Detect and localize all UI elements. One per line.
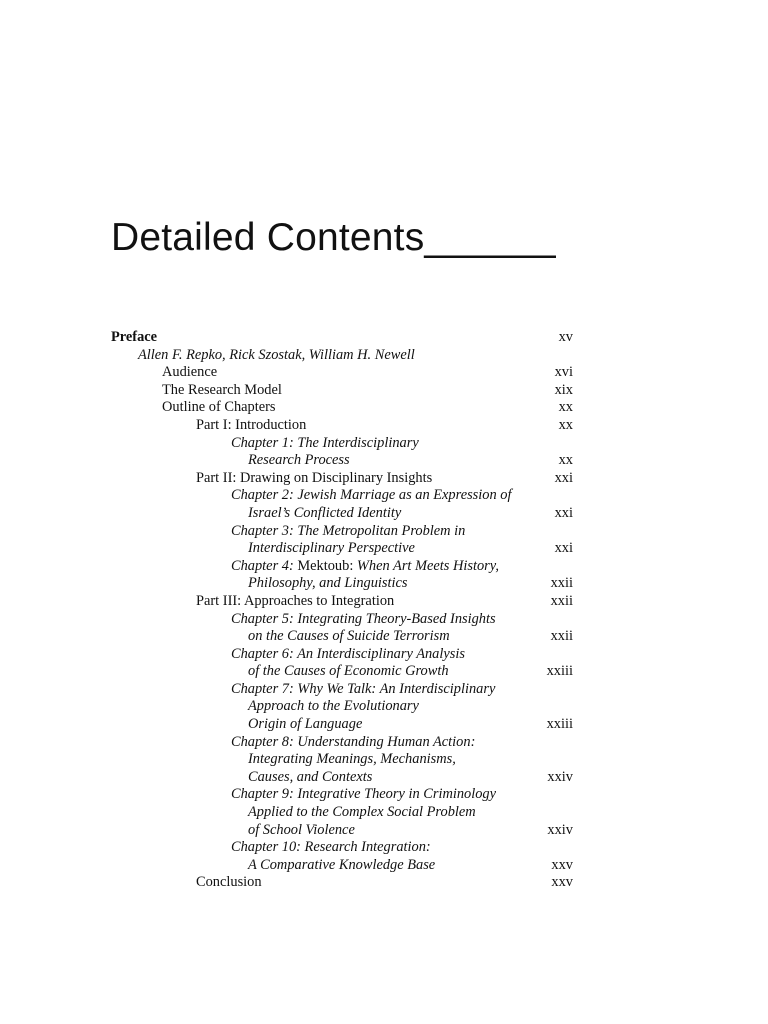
toc-entry xyxy=(111,839,573,857)
toc-entry-label: Part II: Drawing on Disciplinary Insights xyxy=(196,469,433,486)
toc-entry-page: xxii xyxy=(550,575,573,592)
toc-entry-label: Chapter 10: Research Integration: xyxy=(231,839,431,856)
toc-entry-label: A Comparative Knowledge Base xyxy=(248,856,436,873)
toc-entry xyxy=(111,698,573,716)
toc-entry-label: of the Causes of Economic Growth xyxy=(248,663,449,680)
toc-entry-page: xxiii xyxy=(546,663,573,680)
toc-entry-label: of School Violence xyxy=(248,821,355,838)
toc-entry-label: Integrating Meanings, Mechanisms, xyxy=(248,751,456,768)
toc-entry xyxy=(111,663,573,681)
toc-entry-label: Chapter 1: The Interdisciplinary xyxy=(231,434,419,451)
toc-entry xyxy=(111,786,573,804)
toc-entry xyxy=(111,505,573,523)
toc-entry xyxy=(111,751,573,769)
toc-entry-label: on the Causes of Suicide Terrorism xyxy=(248,628,450,645)
toc-entry-label: Israel’s Conflicted Identity xyxy=(248,504,402,521)
toc-entry xyxy=(111,822,573,840)
toc-entry xyxy=(111,382,573,400)
toc-entry-page: xxi xyxy=(554,540,573,557)
toc-entry xyxy=(111,558,573,576)
toc-entry-page: xix xyxy=(554,381,573,398)
toc-entry-page: xxii xyxy=(550,592,573,609)
toc-entry xyxy=(111,681,573,699)
toc-entry-label: Philosophy, and Linguistics xyxy=(248,575,408,592)
toc-entry-page: xx xyxy=(558,416,573,433)
toc-entry xyxy=(111,399,573,417)
toc-entry xyxy=(111,470,573,488)
toc-entry-label: Chapter 7: Why We Talk: An Interdisciplinary xyxy=(231,680,496,697)
toc-entry-label: Chapter 8: Understanding Human Action: xyxy=(231,733,476,750)
toc-entry-label-part: Mektoub: xyxy=(297,557,357,574)
toc-entry xyxy=(111,487,573,505)
toc-entry-page: xxiii xyxy=(546,716,573,733)
toc-entry-label: Research Process xyxy=(248,452,350,469)
toc-entry xyxy=(111,769,573,787)
toc-entry-page: xxii xyxy=(550,628,573,645)
toc-entry xyxy=(111,364,573,382)
toc-entry-label: Conclusion xyxy=(196,874,262,891)
toc-entry-label: Origin of Language xyxy=(248,716,363,733)
toc-entry-label: Preface xyxy=(111,329,158,345)
toc-entry-page: xxiv xyxy=(547,768,573,785)
toc-entry-label: The Research Model xyxy=(162,381,282,398)
table-of-contents xyxy=(111,329,573,892)
toc-entry xyxy=(111,329,573,347)
toc-entry-label-part: Chapter 4: xyxy=(231,557,298,574)
toc-entry xyxy=(111,874,573,892)
toc-entry-page: xxi xyxy=(554,469,573,486)
toc-entry-page: xxv xyxy=(551,856,573,873)
toc-entry xyxy=(111,523,573,541)
toc-entry-page: xx xyxy=(558,452,573,469)
toc-entry-label: Outline of Chapters xyxy=(162,399,276,416)
toc-entry xyxy=(111,417,573,435)
toc-entry xyxy=(111,540,573,558)
toc-entry-label: Interdisciplinary Perspective xyxy=(248,540,415,557)
toc-entry-label: Chapter 2: Jewish Marriage as an Expression of xyxy=(231,487,512,504)
toc-entry xyxy=(111,611,573,629)
toc-entry xyxy=(111,716,573,734)
toc-entry-page: xxi xyxy=(554,504,573,521)
toc-entry-label: Chapter 6: An Interdisciplinary Analysis xyxy=(231,645,465,662)
toc-entry-label xyxy=(111,558,533,576)
page-title: Detailed Contents______ xyxy=(111,216,556,259)
toc-entry-page: xxv xyxy=(551,874,573,891)
toc-entry-label: Applied to the Complex Social Problem xyxy=(248,804,476,821)
toc-entry-label: Chapter 5: Integrating Theory-Based Insights xyxy=(231,610,496,627)
toc-entry xyxy=(111,804,573,822)
toc-entry xyxy=(111,628,573,646)
toc-entry xyxy=(111,593,573,611)
toc-entry xyxy=(111,435,573,453)
toc-entry-page: xxiv xyxy=(547,821,573,838)
toc-entry-label: Part I: Introduction xyxy=(196,416,307,433)
toc-entry xyxy=(111,646,573,664)
toc-entry-label: Chapter 9: Integrative Theory in Criminology xyxy=(231,786,496,803)
toc-entry-label: Part III: Approaches to Integration xyxy=(196,592,395,609)
toc-entry-label: Allen F. Repko, Rick Szostak, William H. Newell xyxy=(138,346,415,363)
toc-entry xyxy=(111,857,573,875)
toc-entry-label: Causes, and Contexts xyxy=(248,768,373,785)
toc-entry-label: Audience xyxy=(162,364,218,381)
toc-entry xyxy=(111,734,573,752)
toc-entry-label: Chapter 3: The Metropolitan Problem in xyxy=(231,522,466,539)
toc-entry-label: Approach to the Evolutionary xyxy=(248,698,419,715)
toc-entry xyxy=(111,575,573,593)
toc-entry-label-part: When Art Meets History, xyxy=(356,557,499,574)
toc-entry xyxy=(111,347,573,365)
toc-entry-page: xvi xyxy=(554,364,573,381)
toc-entry xyxy=(111,452,573,470)
toc-entry-page: xx xyxy=(558,399,573,416)
toc-entry-page: xv xyxy=(558,329,573,345)
